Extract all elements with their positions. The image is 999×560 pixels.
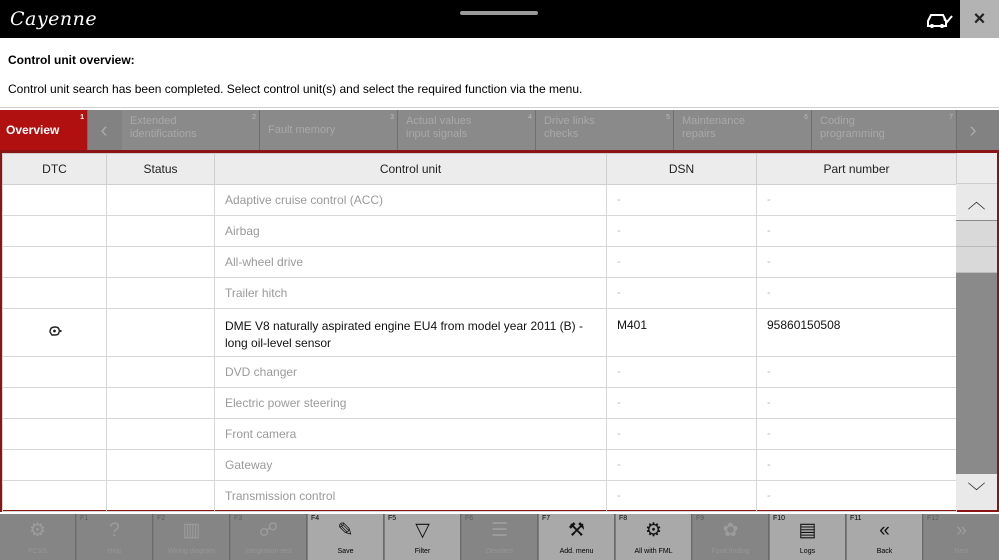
table-row[interactable]: [3, 357, 957, 388]
control-unit-cell: Electric power steering: [215, 388, 607, 419]
part-number-cell: -: [757, 450, 957, 481]
dtc-cell: [3, 185, 107, 216]
deselect-button[interactable]: [462, 514, 538, 560]
divider: [0, 107, 999, 108]
function-key-label: F2: [157, 515, 166, 522]
button-label: Add. menu: [559, 548, 594, 555]
status-cell: [107, 450, 215, 481]
dtc-cell: [3, 388, 107, 419]
table-row[interactable]: [3, 185, 957, 216]
column-header-part-number[interactable]: Part number: [757, 154, 957, 185]
tab-actual-values[interactable]: [398, 110, 536, 150]
dsn-cell: M401: [607, 309, 757, 357]
tab-number: 5: [666, 114, 670, 121]
tab-number: 3: [390, 114, 394, 121]
part-number-cell: -: [757, 216, 957, 247]
button-label: Fault finding: [711, 548, 750, 555]
page-title: Control unit overview:: [8, 53, 135, 67]
status-cell: [107, 481, 215, 512]
wiring-icon: ▥: [182, 520, 201, 541]
tab-number: 7: [949, 114, 953, 121]
function-key-label: F7: [542, 515, 551, 522]
status-cell: [107, 278, 215, 309]
control-unit-cell: Front camera: [215, 419, 607, 450]
help-icon: ?: [109, 520, 120, 541]
part-number-cell: -: [757, 388, 957, 419]
table-row-selected[interactable]: [3, 309, 957, 357]
integration-test-button[interactable]: [231, 514, 307, 560]
app-brand: Cayenne: [10, 8, 98, 30]
table-header-row: [3, 154, 957, 185]
back-button[interactable]: [847, 514, 923, 560]
tab-overview[interactable]: [0, 110, 88, 150]
part-number-cell: 95860150508: [757, 309, 957, 357]
button-label: Deselect: [485, 548, 514, 555]
next-icon: »: [956, 520, 967, 541]
table-row[interactable]: [3, 278, 957, 309]
button-label: Help: [107, 548, 122, 555]
status-cell: [107, 388, 215, 419]
additional-menu-button[interactable]: [539, 514, 615, 560]
drag-handle[interactable]: [460, 11, 538, 15]
column-header-status[interactable]: Status: [107, 154, 215, 185]
dtc-cell: [3, 419, 107, 450]
dtc-cell: [3, 481, 107, 512]
logs-button[interactable]: [770, 514, 846, 560]
all-fml-icon: ⚙: [644, 520, 663, 541]
close-icon: ×: [973, 8, 986, 30]
control-unit-cell: DME V8 naturally aspirated engine EU4 from model year 2011 (B) - long oil-level sensor: [215, 309, 607, 357]
control-unit-cell: Airbag: [215, 216, 607, 247]
tab-number: 2: [252, 114, 256, 121]
tab-number: 6: [804, 114, 808, 121]
fault-finding-icon: ✿: [722, 520, 739, 541]
tab-strip: [0, 110, 999, 150]
button-label: Back: [876, 548, 893, 555]
status-cell: [107, 419, 215, 450]
control-unit-cell: Adaptive cruise control (ACC): [215, 185, 607, 216]
status-cell: [107, 247, 215, 278]
part-number-cell: -: [757, 419, 957, 450]
fault-finding-button[interactable]: [693, 514, 769, 560]
status-cell: [107, 216, 215, 247]
add-menu-icon: ⚒: [567, 520, 586, 541]
tab-label: Overview: [6, 123, 60, 137]
tab-number: 1: [80, 114, 84, 121]
column-header-dsn[interactable]: DSN: [607, 154, 757, 185]
control-unit-cell: All-wheel drive: [215, 247, 607, 278]
button-label: Logs: [799, 548, 816, 555]
dsn-cell: -: [607, 185, 757, 216]
function-key-label: F10: [773, 515, 786, 522]
info-message: Control unit search has been completed. Select control unit(s) and select the required function via the menu.: [8, 82, 583, 96]
tab-maintenance-repairs[interactable]: [674, 110, 812, 150]
table-row[interactable]: [3, 216, 957, 247]
vertical-scrollbar[interactable]: [956, 184, 997, 510]
part-number-cell: -: [757, 481, 957, 512]
logs-icon: ▤: [798, 520, 817, 541]
control-unit-cell: Gateway: [215, 450, 607, 481]
save-button[interactable]: [308, 514, 384, 560]
status-cell: [107, 357, 215, 388]
next-button[interactable]: [924, 514, 999, 560]
tab-extended-identifications[interactable]: [122, 110, 260, 150]
all-with-fml-button[interactable]: [616, 514, 692, 560]
part-number-cell: -: [757, 357, 957, 388]
tab-scroll-left-icon[interactable]: ‹: [100, 117, 108, 142]
column-header-control-unit[interactable]: Control unit: [215, 154, 607, 185]
dsn-cell: -: [607, 357, 757, 388]
status-cell: [107, 309, 215, 357]
tab-coding-programming[interactable]: [812, 110, 957, 150]
tab-label: Fault memory: [268, 124, 336, 136]
button-label: Integration test: [245, 548, 292, 555]
part-number-cell: -: [757, 247, 957, 278]
button-label: All with FML: [634, 548, 673, 555]
function-key-label: F8: [619, 515, 628, 522]
table-row[interactable]: [3, 481, 957, 512]
function-key-label: F3: [234, 515, 243, 522]
button-label: Save: [337, 548, 354, 555]
filter-icon: ▽: [415, 520, 430, 541]
title-bar: [0, 0, 999, 38]
function-key-label: F11: [850, 515, 862, 522]
deselect-icon: ☰: [490, 520, 509, 541]
filter-button[interactable]: [385, 514, 461, 560]
control-unit-cell: Trailer hitch: [215, 278, 607, 309]
function-key-label: F5: [388, 515, 397, 522]
dsn-cell: -: [607, 481, 757, 512]
dtc-cell: [3, 247, 107, 278]
chevron-down-icon: ﹀: [967, 482, 986, 502]
dsn-cell: -: [607, 419, 757, 450]
tab-drive-links-checks[interactable]: [536, 110, 674, 150]
tab-label: Extended identifications: [130, 115, 197, 140]
save-icon: ✎: [337, 520, 354, 541]
status-cell: [107, 185, 215, 216]
dsn-cell: -: [607, 388, 757, 419]
dtc-cell: [3, 278, 107, 309]
column-header-dtc[interactable]: DTC: [3, 154, 107, 185]
function-key-label: F4: [311, 515, 320, 522]
table-row[interactable]: [3, 247, 957, 278]
back-icon: «: [879, 520, 890, 541]
dsn-cell: -: [607, 278, 757, 309]
tab-label: Actual values input signals: [406, 115, 472, 140]
function-key-label: F12: [927, 515, 940, 522]
tab-label: Maintenance repairs: [682, 115, 745, 140]
pcss-button[interactable]: [0, 514, 76, 560]
test-icon: ☍: [258, 520, 279, 541]
dsn-cell: -: [607, 216, 757, 247]
control-unit-cell: Transmission control: [215, 481, 607, 512]
dtc-cell: [3, 450, 107, 481]
table-row[interactable]: [3, 388, 957, 419]
control-unit-cell: DVD changer: [215, 357, 607, 388]
table-row[interactable]: [3, 450, 957, 481]
scrollbar-thumb[interactable]: [956, 221, 997, 273]
control-unit-table: [2, 153, 957, 512]
part-number-cell: -: [757, 278, 957, 309]
dtc-cell: [3, 309, 107, 357]
dtc-cell: [3, 357, 107, 388]
button-label: Filter: [414, 548, 431, 555]
tab-label: Coding programming: [820, 115, 885, 140]
scroll-down-button[interactable]: [956, 474, 997, 510]
control-unit-table-frame: [0, 150, 999, 512]
function-key-label: F9: [696, 515, 705, 522]
scrollbar-header: [956, 153, 997, 184]
wiring-diagram-button[interactable]: [154, 514, 230, 560]
chevron-up-icon: ︿: [967, 192, 986, 212]
button-label: Next: [954, 548, 969, 555]
button-label: Wiring diagram: [167, 548, 216, 555]
car-status-icon[interactable]: [924, 6, 954, 32]
dtc-fault-icon: [48, 324, 62, 338]
tab-label: Drive links checks: [544, 115, 595, 140]
tab-fault-memory[interactable]: [260, 110, 398, 150]
function-key-toolbar: [0, 514, 999, 560]
tab-scroll-right-icon[interactable]: ›: [969, 117, 977, 142]
help-button[interactable]: [77, 514, 153, 560]
gear-icon: ⚙: [28, 520, 47, 541]
dsn-cell: -: [607, 247, 757, 278]
scroll-up-button[interactable]: [956, 184, 997, 220]
function-key-label: F1: [80, 515, 89, 522]
table-row[interactable]: [3, 419, 957, 450]
close-button[interactable]: [960, 0, 999, 38]
dtc-cell: [3, 216, 107, 247]
part-number-cell: -: [757, 185, 957, 216]
dsn-cell: -: [607, 450, 757, 481]
tab-number: 4: [528, 114, 532, 121]
button-label: PCSS: [27, 548, 48, 555]
function-key-label: F6: [465, 515, 474, 522]
